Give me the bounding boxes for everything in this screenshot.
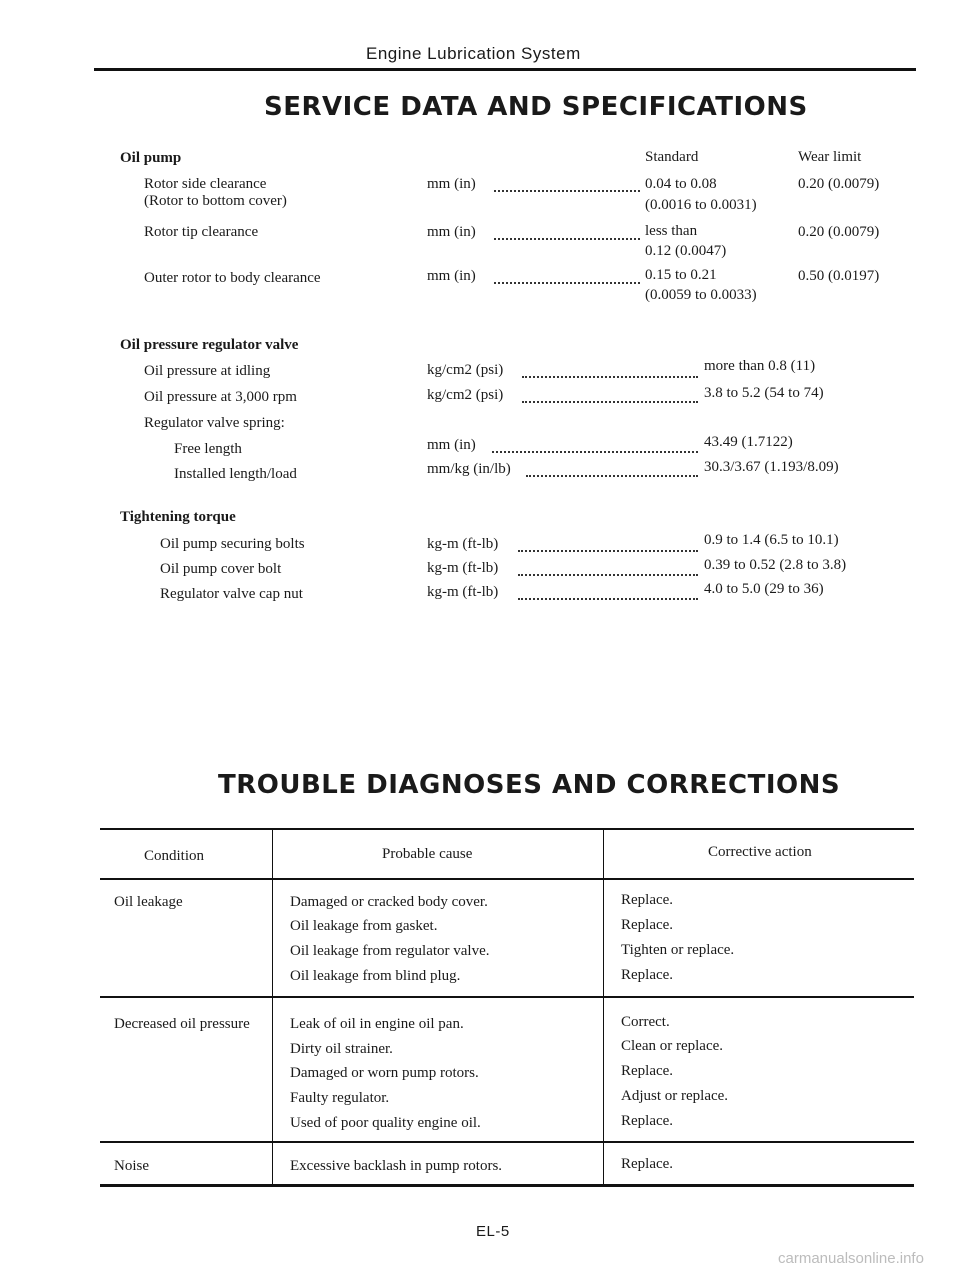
spec-label: Oil pressure at 3,000 rpm bbox=[144, 389, 297, 405]
spec-label: Free length bbox=[174, 441, 242, 457]
action-item: Replace. bbox=[621, 967, 674, 983]
leader-dots bbox=[522, 387, 698, 403]
table-col-divider bbox=[603, 828, 604, 1186]
action-item: Replace. bbox=[621, 1113, 674, 1129]
spec-label: Oil pressure at idling bbox=[144, 363, 271, 379]
spec-value: 4.0 to 5.0 (29 to 36) bbox=[704, 581, 824, 597]
spec-standard: 0.15 to 0.21 bbox=[645, 267, 717, 283]
cause-item: Oil leakage from blind plug. bbox=[290, 968, 461, 984]
table-bottom-rule bbox=[100, 1184, 914, 1187]
spec-unit: kg-m (ft-lb) bbox=[427, 560, 499, 576]
service-title: SERVICE DATA AND SPECIFICATIONS bbox=[264, 92, 808, 122]
spec-sublabel: (Rotor to bottom cover) bbox=[144, 193, 287, 209]
action-item: Replace. bbox=[621, 1156, 674, 1172]
action-item: Adjust or replace. bbox=[621, 1088, 729, 1104]
page-number: EL-5 bbox=[476, 1223, 510, 1240]
cause-item: Oil leakage from regulator valve. bbox=[290, 943, 490, 959]
trouble-title: TROUBLE DIAGNOSES AND CORRECTIONS bbox=[218, 770, 841, 800]
leader-dots bbox=[522, 362, 698, 378]
leader-dots bbox=[494, 176, 640, 192]
spec-label: Rotor tip clearance bbox=[144, 224, 259, 240]
col-standard-header: Standard bbox=[645, 149, 699, 165]
leader-dots bbox=[526, 461, 698, 477]
action-item: Clean or replace. bbox=[621, 1038, 724, 1054]
leader-dots bbox=[494, 268, 640, 284]
condition-cell: Oil leakage bbox=[114, 894, 183, 910]
page-header: Engine Lubrication System bbox=[366, 44, 581, 63]
cause-item: Dirty oil strainer. bbox=[290, 1041, 393, 1057]
cause-item: Faulty regulator. bbox=[290, 1090, 390, 1106]
table-top-rule bbox=[100, 828, 914, 830]
spec-unit: kg-m (ft-lb) bbox=[427, 536, 499, 552]
action-item: Replace. bbox=[621, 917, 674, 933]
cause-item: Leak of oil in engine oil pan. bbox=[290, 1016, 464, 1032]
spec-standard: less than bbox=[645, 223, 698, 239]
leader-dots bbox=[518, 584, 698, 600]
spec-wear-limit: 0.20 (0.0079) bbox=[798, 224, 880, 240]
col-header-condition: Condition bbox=[144, 848, 205, 864]
cause-item: Damaged or cracked body cover. bbox=[290, 894, 488, 910]
spec-wear-limit: 0.20 (0.0079) bbox=[798, 176, 880, 192]
spec-standard-inch: (0.0059 to 0.0033) bbox=[645, 287, 757, 303]
spec-value: 43.49 (1.7122) bbox=[704, 434, 793, 450]
spec-standard: 0.04 to 0.08 bbox=[645, 176, 717, 192]
table-row-divider bbox=[100, 996, 914, 998]
spec-label: Installed length/load bbox=[174, 466, 297, 482]
spec-value: 0.39 to 0.52 (2.8 to 3.8) bbox=[704, 557, 847, 573]
spec-label: Oil pump cover bolt bbox=[160, 561, 282, 577]
spec-unit: mm/kg (in/lb) bbox=[427, 461, 511, 477]
leader-dots bbox=[518, 536, 698, 552]
action-item: Replace. bbox=[621, 1063, 674, 1079]
spec-value: 30.3/3.67 (1.193/8.09) bbox=[704, 459, 839, 475]
condition-cell: Noise bbox=[114, 1158, 149, 1174]
spec-unit: kg/cm2 (psi) bbox=[427, 387, 504, 403]
action-item: Correct. bbox=[621, 1014, 670, 1030]
col-header-probable-cause: Probable cause bbox=[382, 846, 473, 862]
spec-label: Outer rotor to body clearance bbox=[144, 270, 321, 286]
header-rule bbox=[94, 68, 916, 71]
spec-wear-limit: 0.50 (0.0197) bbox=[798, 268, 880, 284]
cause-item: Excessive backlash in pump rotors. bbox=[290, 1158, 503, 1174]
cause-item: Damaged or worn pump rotors. bbox=[290, 1065, 479, 1081]
spec-unit: kg/cm2 (psi) bbox=[427, 362, 504, 378]
spec-label: Rotor side clearance bbox=[144, 176, 267, 192]
leader-dots bbox=[494, 224, 640, 240]
spec-unit: mm (in) bbox=[427, 268, 476, 284]
regulator-heading: Oil pressure regulator valve bbox=[120, 337, 299, 353]
table-row-divider bbox=[100, 1141, 914, 1143]
spec-value: 0.9 to 1.4 (6.5 to 10.1) bbox=[704, 532, 839, 548]
spec-unit: mm (in) bbox=[427, 224, 476, 240]
watermark: carmanualsonline.info bbox=[778, 1250, 924, 1267]
table-col-divider bbox=[272, 828, 273, 1186]
spec-unit: mm (in) bbox=[427, 176, 476, 192]
col-wear-limit-header: Wear limit bbox=[798, 149, 862, 165]
spec-standard-inch: (0.0016 to 0.0031) bbox=[645, 197, 757, 213]
spec-value: 3.8 to 5.2 (54 to 74) bbox=[704, 385, 824, 401]
col-header-corrective-action: Corrective action bbox=[708, 844, 812, 860]
table-header-rule bbox=[100, 878, 914, 880]
torque-heading: Tightening torque bbox=[120, 509, 236, 525]
cause-item: Used of poor quality engine oil. bbox=[290, 1115, 481, 1131]
spec-unit: kg-m (ft-lb) bbox=[427, 584, 499, 600]
spec-unit: mm (in) bbox=[427, 437, 476, 453]
oil-pump-heading: Oil pump bbox=[120, 150, 182, 166]
condition-cell: Decreased oil pressure bbox=[114, 1016, 250, 1032]
spring-label: Regulator valve spring: bbox=[144, 415, 285, 431]
spec-standard-inch: 0.12 (0.0047) bbox=[645, 243, 727, 259]
action-item: Tighten or replace. bbox=[621, 942, 735, 958]
spec-label: Regulator valve cap nut bbox=[160, 586, 303, 602]
cause-item: Oil leakage from gasket. bbox=[290, 918, 438, 934]
spec-label: Oil pump securing bolts bbox=[160, 536, 305, 552]
leader-dots bbox=[518, 560, 698, 576]
action-item: Replace. bbox=[621, 892, 674, 908]
leader-dots bbox=[492, 437, 698, 453]
spec-value: more than 0.8 (11) bbox=[704, 358, 816, 374]
